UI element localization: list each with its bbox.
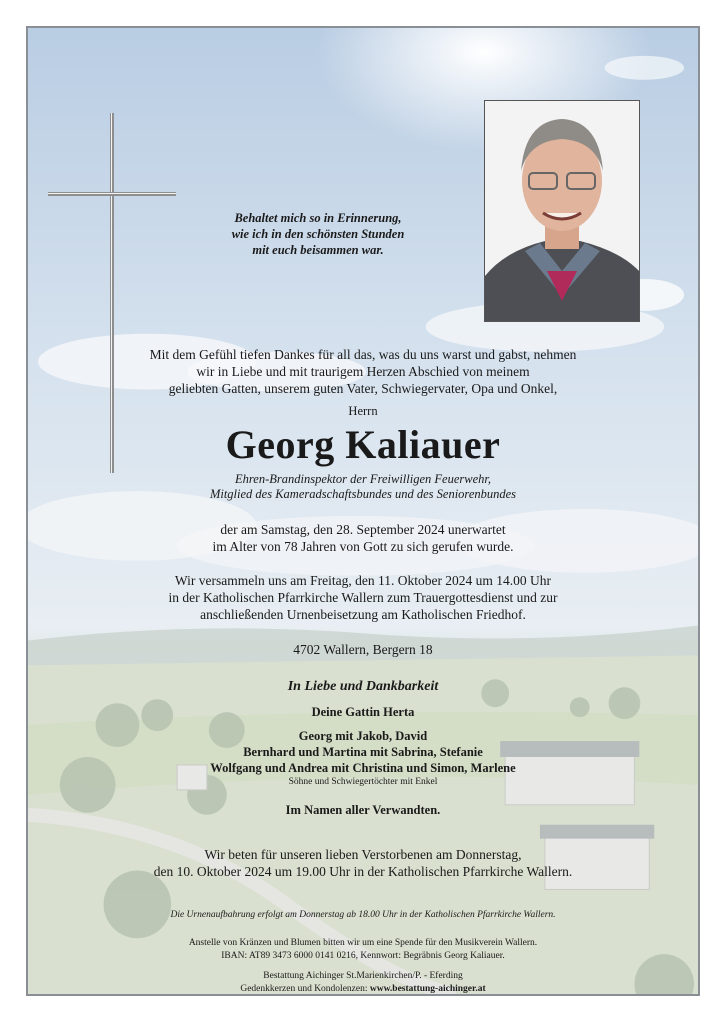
condolence-label: Gedenkkerzen und Kondolenzen:: [240, 984, 368, 994]
family-line: Wolfgang und Andrea mit Christina und Simon, Marlene: [210, 761, 516, 775]
viewing-notice: Die Urnenaufbahrung erfolgt am Donnerstag ab 18.00 Uhr in der Katholischen Pfarrkirche Wallern.: [170, 910, 556, 920]
family-list: [28, 728, 698, 776]
family-line: Bernhard und Martina mit Sabrina, Stefanie: [243, 745, 483, 759]
intro-line: geliebten Gatten, unserem guten Vater, Schwiegervater, Opa und Onkel,: [168, 381, 558, 396]
undertaker-name: Bestattung Aichinger St.Marienkirchen/P. - Eferding: [263, 971, 463, 981]
funeral-line: in der Katholischen Pfarrkirche Wallern zum Trauergottesdienst und zur: [168, 590, 558, 605]
honorary-titles: [28, 472, 698, 502]
title-line: Mitglied des Kameradschaftsbundes und des Seniorenbundes: [209, 487, 517, 501]
address: 4702 Wallern, Bergern 18: [293, 642, 433, 657]
quote-line: wie ich in den schönsten Stunden: [231, 227, 405, 241]
undertaker-info: [28, 970, 698, 996]
memorial-quote: [178, 210, 458, 258]
funeral-line: Wir versammeln uns am Freitag, den 11. Oktober 2024 um 14.00 Uhr: [174, 573, 552, 588]
intro-line: wir in Liebe und mit traurigem Herzen Abschied von meinem: [196, 364, 530, 379]
salutation: Herrn: [348, 404, 378, 418]
intro-text: [28, 346, 698, 397]
death-line: der am Samstag, den 28. September 2024 unerwartet: [220, 522, 506, 537]
family-line: Georg mit Jakob, David: [298, 729, 428, 743]
condolence-link[interactable]: www.bestattung-aichinger.at: [369, 984, 486, 994]
relatives-line: Im Namen aller Verwandten.: [285, 803, 441, 817]
wife-line: Deine Gattin Herta: [311, 705, 415, 719]
donation-notice: [28, 937, 698, 963]
title-line: Ehren-Brandinspektor der Freiwilligen Feuerwehr,: [235, 472, 491, 486]
donation-line: IBAN: AT89 3473 6000 0141 0216, Kennwort: Begräbnis Georg Kaliauer.: [221, 951, 505, 961]
prayer-line: Wir beten für unseren lieben Verstorbenen am Donnerstag,: [204, 847, 522, 862]
prayer-notice: [28, 846, 698, 880]
death-notice: [28, 521, 698, 555]
quote-line: mit euch beisammen war.: [252, 243, 384, 257]
death-line: im Alter von 78 Jahren von Gott zu sich gerufen wurde.: [212, 539, 514, 554]
funeral-line: anschließenden Urnenbeisetzung am Katholischen Friedhof.: [200, 607, 526, 622]
family-note: Söhne und Schwiegertöchter mit Enkel: [288, 777, 438, 787]
donation-line: Anstelle von Kränzen und Blumen bitten wir um eine Spende für den Musikverein Wallern.: [188, 938, 538, 948]
condolence-line: [28, 983, 698, 996]
prayer-line: den 10. Oktober 2024 um 19.00 Uhr in der Katholischen Pfarrkirche Wallern.: [153, 864, 573, 879]
quote-line: Behaltet mich so in Erinnerung,: [234, 211, 402, 225]
mourners-heading: In Liebe und Dankbarkeit: [287, 679, 439, 694]
portrait-photo: [484, 100, 640, 322]
parte-frame: [26, 26, 700, 996]
funeral-notice: [28, 572, 698, 623]
cross-icon: [48, 113, 188, 473]
intro-line: Mit dem Gefühl tiefen Dankes für all das, was du uns warst und gabst, nehmen: [149, 347, 577, 362]
deceased-name: Georg Kaliauer: [225, 422, 501, 467]
